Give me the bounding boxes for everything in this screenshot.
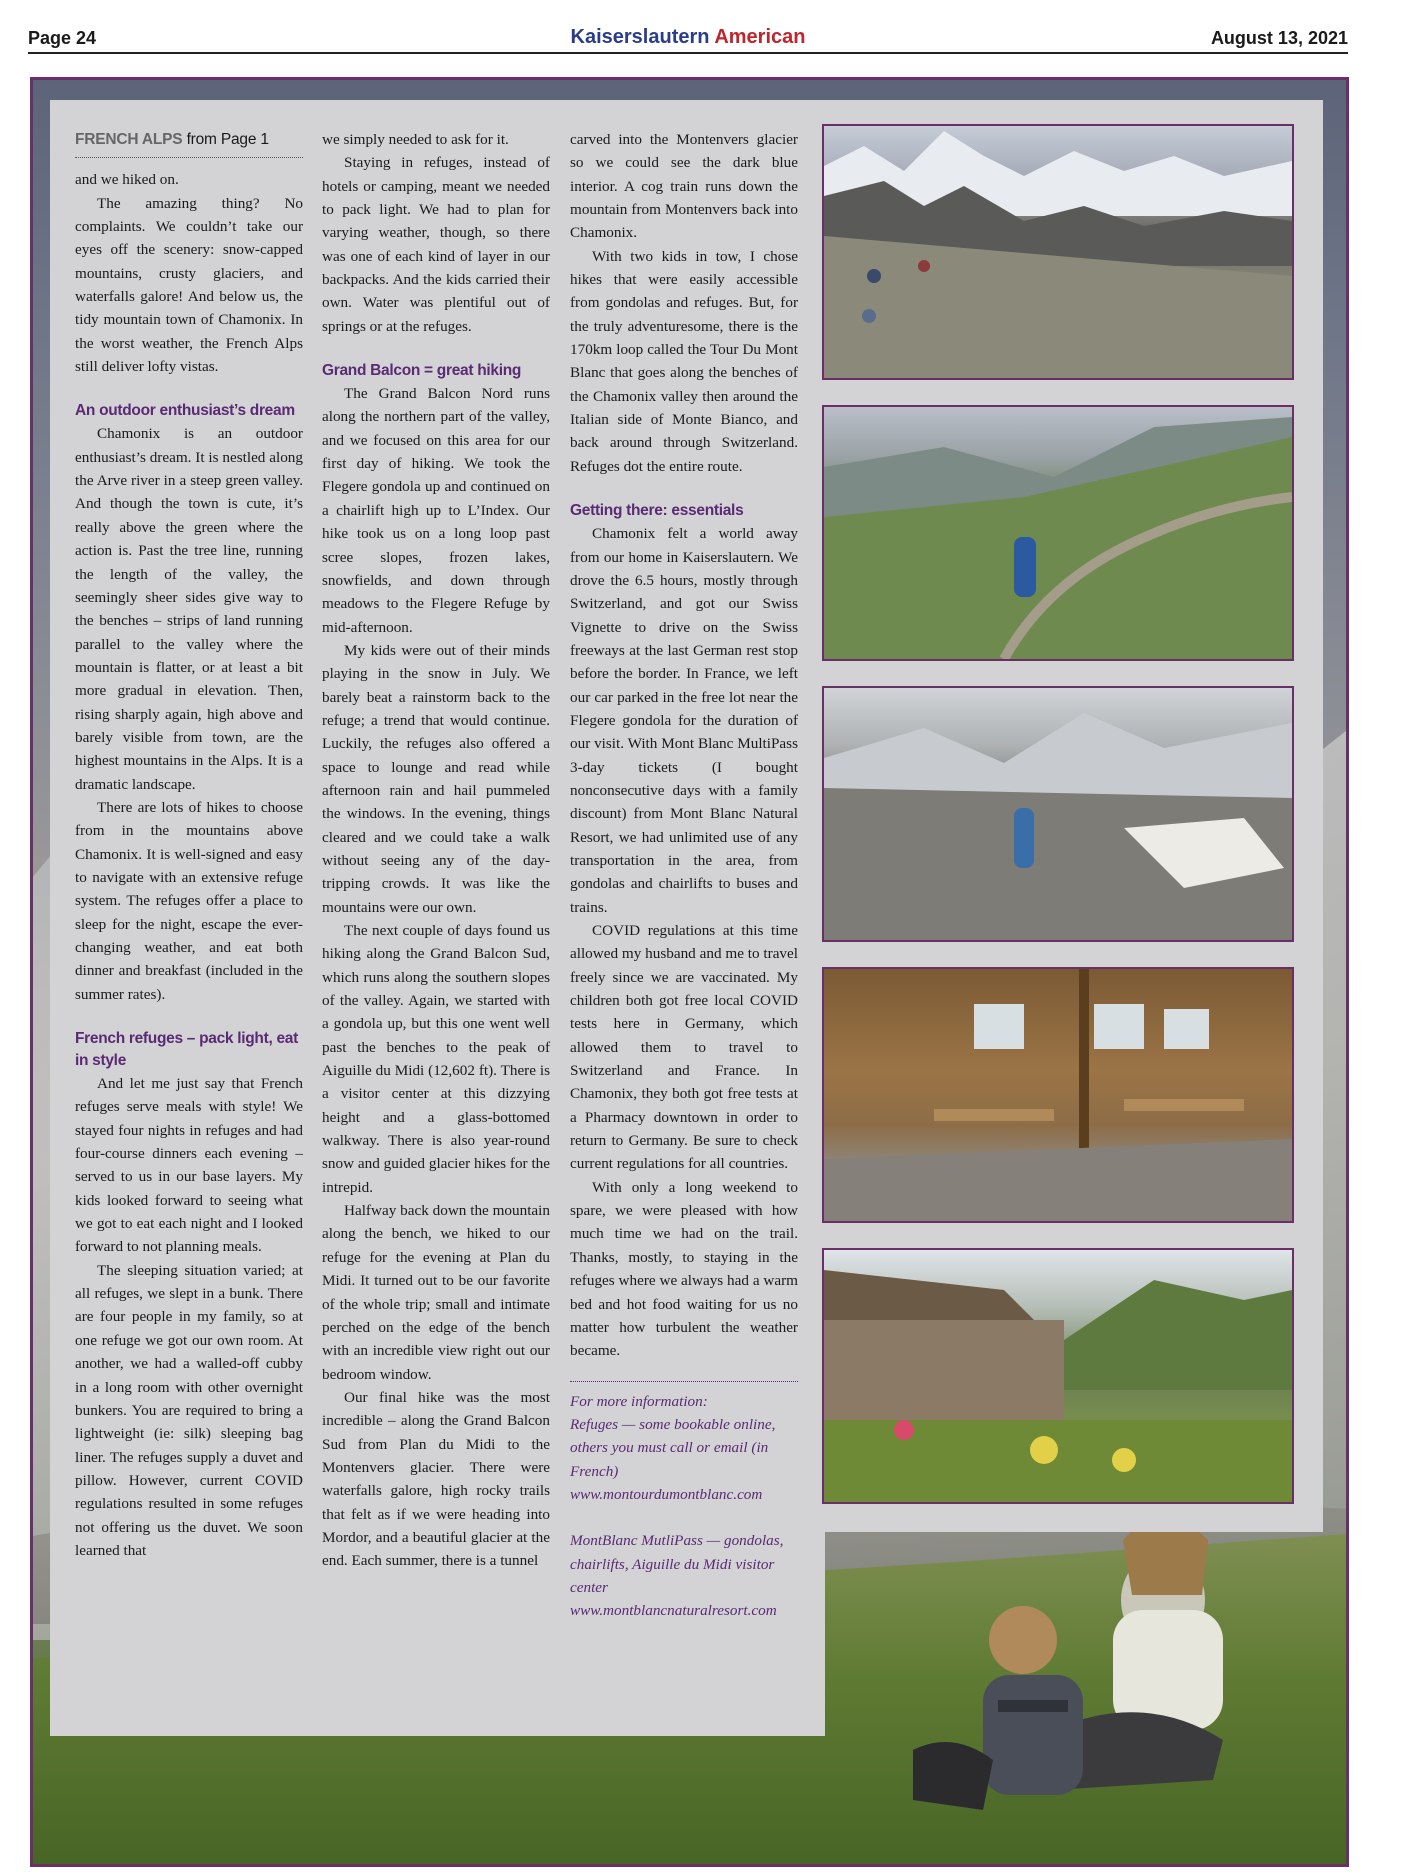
paragraph: Chamonix is an outdoor enthusiast’s dream. It is nestled along the Arve river in a steep green valley. And though the town is cute, it’s really above the green where the action is. Past the tree line, running the length of the valley, the seemingly sheer sides give way to the benches – strips of land running parallel to the valley where the mountain is flatter, or at least a bit more gradual in elevation. Then, rising sharply again, high above and barely visible from town, are the highest mountains in the Alps. It is a dramatic landscape. <box>75 425 303 793</box>
article-column-2 <box>322 128 550 1573</box>
window <box>1094 1004 1144 1049</box>
flower-bed <box>824 1420 1292 1502</box>
more-info-multipass: MontBlanc MutliPass — gondolas, chairlifts, Aiguille du Midi visitor center <box>570 1532 784 1596</box>
green-mountain <box>1064 1280 1292 1390</box>
girl-shirt <box>1113 1610 1223 1730</box>
jump-from: from Page 1 <box>186 131 269 148</box>
chalet-wall <box>824 1320 1064 1430</box>
page-number: Page 24 <box>28 28 97 48</box>
paragraph: And let me just say that French refuges serve meals with style! We stayed four nights in refuges and had four-course dinners each evening – served to us in our base layers. My kids looked forward to seeing what we got to eat each night and I looked forward to not planning meals. <box>75 1075 303 1256</box>
flowers <box>1112 1448 1136 1472</box>
photo-refuge-flower-garden <box>822 1248 1294 1504</box>
photo-stone-stairs <box>822 686 1294 942</box>
photo-rocky-trail-peaks <box>822 124 1294 380</box>
photo-valley-trail <box>822 405 1294 661</box>
jump-line <box>75 128 303 158</box>
paragraph: The sleeping situation varied; at all refuges, we slept in a bunk. There are four people in my family, so at one refuge we got our own room. At another, we had a walled-off cubby in a long room with other overnight bunkers. You are required to bring a lightweight (ie: silk) sleeping bag liner. The refuges supply a duvet and pillow. However, current COVID regulations resulted in some refuges not offering us the duvet. We soon learned that <box>75 1261 303 1559</box>
boy-legs <box>913 1742 993 1810</box>
spacer <box>570 1506 798 1529</box>
article-column-1 <box>75 128 303 1562</box>
jump-head: FRENCH ALPS <box>75 131 183 148</box>
window <box>974 1004 1024 1049</box>
photo-3-scene <box>824 688 1292 940</box>
newspaper-name <box>571 26 806 49</box>
backpack <box>983 1675 1083 1795</box>
paragraph: With only a long weekend to spare, we were pleased with how much time we had on the trail. Thanks, mostly, to staying in the refuges where we always had a warm bed and hot food waiting for us no matter how turbulent the weather became. <box>570 1178 798 1360</box>
hikers-photo-figures <box>873 1500 1293 1840</box>
newspaper-name-second: American <box>714 26 806 48</box>
glacier-peaks <box>824 713 1292 798</box>
masthead <box>28 24 1348 54</box>
more-info-refuges: Refuges — some bookable online, others you must call or email (in French) <box>570 1415 776 1480</box>
paragraph: COVID regulations at this time allowed my husband and me to travel freely since we are vaccinated. My children both got free local COVID tests here in Germany, which allowed them to travel to Switzerland and France. In Chamonix, they both got free tests at a Pharmacy downtown in order to return to Germany. Be sure to check current regulations for all countries. <box>570 922 798 1173</box>
paragraph: carved into the Montenvers glacier so we could see the dark blue interior. A cog train runs down the mountain from Montenvers back into Chamonix. <box>570 131 798 242</box>
photo-2-scene <box>824 407 1292 659</box>
subhead: Getting there: essentials <box>570 502 744 520</box>
photo-5-scene <box>824 1250 1292 1502</box>
hiker-with-backpack <box>1014 808 1034 868</box>
paragraph: The next couple of days found us hiking along the Grand Balcon Sud, which runs along the southern slopes of the valley. Again, we started with a gondola up, but this one went well past the benches to the peak of Aiguille du Midi (12,602 ft). There is a visitor center at this dizzying height and a glass-bottomed walkway. There is also year-round snow and guided glacier hikes for the intrepid. <box>322 922 550 1196</box>
newspaper-name-first: Kaiserslautern <box>570 26 710 48</box>
paragraph: Our final hike was the most incredible – along the Grand Balcon Sud from Plan du Midi to the Montenvers glacier. There were waterfalls galore, high rocky trails that felt as if we were heading into Mordor, and a beautiful glacier at the end. Each summer, there is a tunnel <box>322 1388 550 1570</box>
refuges-link[interactable]: www.montourdumontblanc.com <box>570 1485 763 1503</box>
multipass-link[interactable]: www.montblancnaturalresort.com <box>570 1602 777 1620</box>
paragraph: The Grand Balcon Nord runs along the northern part of the valley, and we focused on this area for our first day of hiking. We took the Flegere gondola up and continued on a chairlift high up to L’Index. Our hike took us on a long loop past scree slopes, frozen lakes, snowfields, and down through meadows to the Flegere Refuge by mid-afternoon. <box>322 385 550 636</box>
paragraph: The amazing thing? No complaints. We couldn’t take our eyes off the scenery: snow-capped mountains, crusty glaciers, and waterfalls galore! And below us, the tidy mountain town of Chamonix. In the worst weather, the French Alps still deliver lofty vistas. <box>75 194 303 376</box>
paragraph: With two kids in tow, I chose hikes that were easily accessible from gondolas and refuges. But, for the truly adventuresome, there is the 170km loop called the Tour Du Mont Blanc that goes along the benches of the Chamonix valley then around the Italian side of Monte Bianco, and back around through Switzerland. Refuges dot the entire route. <box>570 247 798 475</box>
floor <box>824 1139 1292 1221</box>
hiker <box>867 269 881 283</box>
subhead: French refuges – pack light, eat in style <box>75 1030 298 1070</box>
hiker <box>918 260 930 272</box>
table <box>1124 1099 1244 1111</box>
paragraph: we simply needed to ask for it. <box>322 131 509 148</box>
subhead: Grand Balcon = great hiking <box>322 362 522 380</box>
paragraph: Chamonix felt a world away from our home in Kaiserslautern. We drove the 6.5 hours, mostly through Switzerland, and got our Swiss Vignette to drive on the Swiss freeways at the last German rest stop before the border. In France, we left our car parked in the free lot near the Flegere gondola for the duration of our visit. With Mont Blanc MultiPass 3-day tickets (I bought nonconsecutive days with a family discount) from Mont Blanc Natural Resort, we had unlimited use of any transportation in the area, from gondolas and chairlifts to buses and trains. <box>570 525 798 916</box>
wooden-beam <box>1079 969 1089 1159</box>
paragraph: Halfway back down the mountain along the bench, we hiked to our refuge for the evening at Plan du Midi. It turned out to be our favorite of the whole trip; small and intimate perched on the edge of the bench with an incredible view right out our bedroom window. <box>322 1202 550 1383</box>
window <box>1164 1009 1209 1049</box>
more-info-title: For more information: <box>570 1392 708 1410</box>
photo-1-scene <box>824 126 1292 378</box>
paragraph: My kids were out of their minds playing in the snow in July. We barely beat a rainstorm back to the refuge; a trend that would continue. Luckily, the refuges also offered a space to lounge and read while afternoon rain and hail pummeled the windows. In the evening, things cleared and we could take a walk without seeing any of the day-tripping crowds. It was like the mountains were our own. <box>322 641 550 916</box>
flowers <box>1030 1436 1058 1464</box>
masthead-rule <box>28 52 1348 54</box>
hiker-with-backpack <box>1014 537 1036 597</box>
boy-head <box>989 1606 1057 1674</box>
hiker <box>862 309 876 323</box>
paragraph: and we hiked on. <box>75 171 179 189</box>
photo-refuge-dining-room <box>822 967 1294 1223</box>
flowers <box>894 1420 914 1440</box>
subhead: An outdoor enthusiast’s dream <box>75 402 295 420</box>
backpack-strap <box>998 1700 1068 1712</box>
article-column-3 <box>570 128 798 1623</box>
issue-date: August 13, 2021 <box>1210 28 1348 48</box>
paragraph: Staying in refuges, instead of hotels or camping, meant we needed to pack light. We had to plan for varying weather, though, so there was one of each kind of layer in our backpacks. And the kids carried their own. Water was plentiful out of springs or at the refuges. <box>322 154 550 335</box>
paragraph: There are lots of hikes to choose from in the mountains above Chamonix. It is well-signed and easy to navigate with an extensive refuge system. The refuges offer a place to sleep for the night, escape the ever-changing weather, and eat both dinner and breakfast (included in the summer rates). <box>75 798 303 1003</box>
more-info-box <box>570 1381 798 1623</box>
photo-4-scene <box>824 969 1292 1221</box>
table <box>934 1109 1054 1121</box>
